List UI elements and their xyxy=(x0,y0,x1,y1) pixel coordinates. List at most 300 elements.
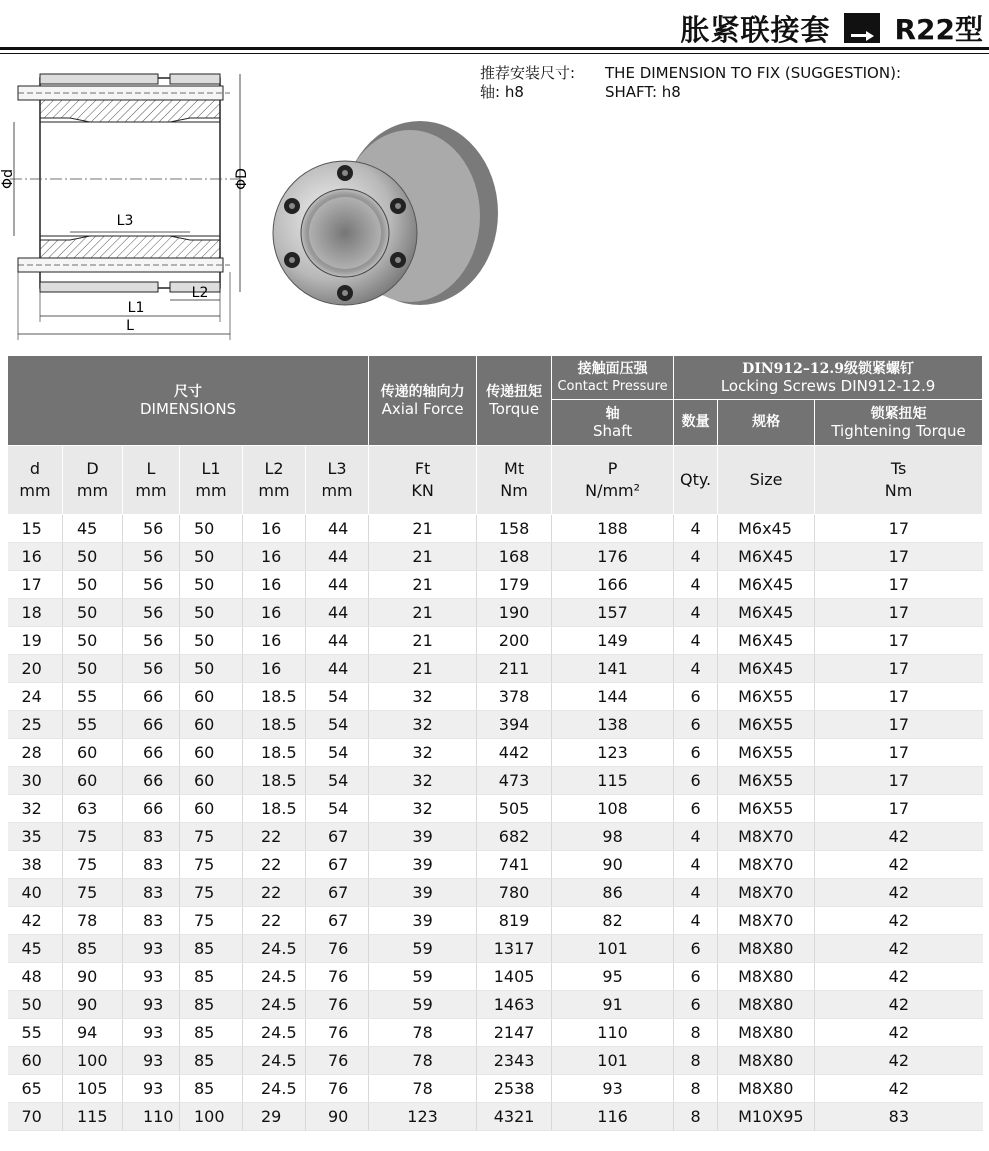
table-cell: 60 xyxy=(180,711,243,739)
page-header xyxy=(680,8,983,48)
table-cell: 25 xyxy=(8,711,63,739)
table-cell: 54 xyxy=(306,739,369,767)
table-cell: 86 xyxy=(552,879,674,907)
table-cell: 66 xyxy=(123,711,180,739)
table-cell: M6X55 xyxy=(718,739,815,767)
table-cell: 16 xyxy=(8,543,63,571)
table-cell: 32 xyxy=(369,795,477,823)
product-photo xyxy=(270,118,500,333)
table-cell: 211 xyxy=(477,655,552,683)
model-label: R22型 xyxy=(894,13,983,46)
table-cell: 24.5 xyxy=(243,1075,306,1103)
table-cell: 76 xyxy=(306,1075,369,1103)
spec-table xyxy=(7,355,983,1131)
unit-symbol: L1 xyxy=(201,459,221,478)
table-cell: 1317 xyxy=(477,935,552,963)
table-cell: 42 xyxy=(815,879,983,907)
table-cell: 21 xyxy=(369,571,477,599)
table-cell: 28 xyxy=(8,739,63,767)
table-cell: 116 xyxy=(552,1103,674,1131)
table-cell: 24.5 xyxy=(243,1019,306,1047)
table-cell: 45 xyxy=(63,515,123,543)
table-cell: 39 xyxy=(369,879,477,907)
table-cell: 67 xyxy=(306,879,369,907)
table-cell: 63 xyxy=(63,795,123,823)
units-row xyxy=(8,446,983,515)
table-cell: 54 xyxy=(306,795,369,823)
table-cell: 66 xyxy=(123,795,180,823)
unit-header-cell xyxy=(306,446,369,515)
unit-header-cell xyxy=(8,446,63,515)
table-row xyxy=(8,851,983,879)
table-cell: 50 xyxy=(180,655,243,683)
table-row xyxy=(8,599,983,627)
unit-header-cell xyxy=(718,446,815,515)
table-cell: 50 xyxy=(180,515,243,543)
table-cell: 42 xyxy=(815,935,983,963)
table-cell: 59 xyxy=(369,991,477,1019)
table-cell: M8X70 xyxy=(718,907,815,935)
table-cell: 67 xyxy=(306,907,369,935)
table-cell: 4 xyxy=(674,627,718,655)
table-cell: 60 xyxy=(180,683,243,711)
header-size: 规格 xyxy=(718,400,815,446)
table-cell: M6X45 xyxy=(718,655,815,683)
table-cell: 91 xyxy=(552,991,674,1019)
table-cell: 56 xyxy=(123,515,180,543)
table-cell: 93 xyxy=(123,935,180,963)
table-cell: 42 xyxy=(815,1075,983,1103)
table-row xyxy=(8,823,983,851)
table-cell: 56 xyxy=(123,543,180,571)
table-cell: 17 xyxy=(815,571,983,599)
table-cell: 18 xyxy=(8,599,63,627)
table-cell: 819 xyxy=(477,907,552,935)
table-cell: 1463 xyxy=(477,991,552,1019)
table-cell: 8 xyxy=(674,1019,718,1047)
spec-table-body xyxy=(8,515,983,1131)
page-title: 胀紧联接套 xyxy=(680,12,831,47)
table-cell: 6 xyxy=(674,767,718,795)
table-cell: 44 xyxy=(306,655,369,683)
unit-label: KN xyxy=(411,481,434,500)
table-cell: 78 xyxy=(369,1019,477,1047)
table-cell: 83 xyxy=(815,1103,983,1131)
table-cell: 17 xyxy=(815,683,983,711)
table-cell: 16 xyxy=(243,655,306,683)
table-cell: 60 xyxy=(63,739,123,767)
table-cell: 39 xyxy=(369,851,477,879)
table-cell: 50 xyxy=(63,543,123,571)
table-cell: 21 xyxy=(369,627,477,655)
table-cell: 95 xyxy=(552,963,674,991)
unit-header-cell xyxy=(63,446,123,515)
table-cell: 55 xyxy=(63,711,123,739)
table-cell: 75 xyxy=(63,823,123,851)
table-cell: 42 xyxy=(815,907,983,935)
unit-header-cell xyxy=(815,446,983,515)
unit-symbol: D xyxy=(86,459,99,478)
table-cell: 2147 xyxy=(477,1019,552,1047)
table-cell: 55 xyxy=(63,683,123,711)
table-cell: 85 xyxy=(180,1019,243,1047)
table-cell: 56 xyxy=(123,599,180,627)
header-dimensions: 尺寸 DIMENSIONS xyxy=(8,356,369,446)
table-cell: 93 xyxy=(123,991,180,1019)
table-cell: 56 xyxy=(123,571,180,599)
table-cell: 24 xyxy=(8,683,63,711)
table-cell: 6 xyxy=(674,935,718,963)
table-cell: 166 xyxy=(552,571,674,599)
table-row xyxy=(8,683,983,711)
table-cell: 55 xyxy=(8,1019,63,1047)
table-cell: 22 xyxy=(243,907,306,935)
table-cell: 54 xyxy=(306,683,369,711)
unit-header-cell xyxy=(552,446,674,515)
table-cell: 93 xyxy=(552,1075,674,1103)
table-row xyxy=(8,515,983,543)
table-cell: 17 xyxy=(815,599,983,627)
table-cell: 66 xyxy=(123,683,180,711)
table-cell: 179 xyxy=(477,571,552,599)
table-cell: 76 xyxy=(306,935,369,963)
table-cell: 59 xyxy=(369,935,477,963)
table-cell: 8 xyxy=(674,1075,718,1103)
table-cell: 70 xyxy=(8,1103,63,1131)
table-cell: 83 xyxy=(123,879,180,907)
table-cell: 44 xyxy=(306,515,369,543)
table-cell: 4 xyxy=(674,571,718,599)
table-cell: 50 xyxy=(180,543,243,571)
unit-header-cell xyxy=(674,446,718,515)
table-cell: 4 xyxy=(674,907,718,935)
table-cell: 115 xyxy=(63,1103,123,1131)
table-row xyxy=(8,571,983,599)
table-cell: 21 xyxy=(369,655,477,683)
table-cell: 78 xyxy=(369,1047,477,1075)
table-cell: 82 xyxy=(552,907,674,935)
table-cell: 56 xyxy=(123,627,180,655)
table-cell: 101 xyxy=(552,935,674,963)
table-cell: M8X80 xyxy=(718,963,815,991)
table-cell: 76 xyxy=(306,1019,369,1047)
unit-symbol: Qty. xyxy=(680,470,712,489)
table-cell: 76 xyxy=(306,963,369,991)
unit-header-cell xyxy=(369,446,477,515)
unit-label: Nm xyxy=(500,481,528,500)
table-cell: 90 xyxy=(63,991,123,1019)
table-cell: 44 xyxy=(306,599,369,627)
table-cell: 32 xyxy=(369,683,477,711)
table-cell: 682 xyxy=(477,823,552,851)
table-cell: M8X80 xyxy=(718,935,815,963)
unit-label: mm xyxy=(135,481,167,500)
table-cell: 50 xyxy=(180,627,243,655)
table-cell: 8 xyxy=(674,1047,718,1075)
table-cell: 780 xyxy=(477,879,552,907)
header-axial-force: 传递的轴向力 Axial Force xyxy=(369,356,477,446)
table-cell: 17 xyxy=(8,571,63,599)
table-cell: 442 xyxy=(477,739,552,767)
table-row xyxy=(8,879,983,907)
table-cell: 6 xyxy=(674,963,718,991)
table-cell: 18.5 xyxy=(243,795,306,823)
table-row xyxy=(8,1103,983,1131)
table-cell: 67 xyxy=(306,823,369,851)
installation-note xyxy=(480,64,901,102)
header-rule-thin xyxy=(0,53,989,54)
table-cell: 54 xyxy=(306,767,369,795)
table-cell: 40 xyxy=(8,879,63,907)
header-locking-screws: DIN912–12.9级锁紧螺钉 Locking Screws DIN912-12.9 xyxy=(674,356,983,400)
unit-symbol: L3 xyxy=(327,459,347,478)
table-cell: 60 xyxy=(180,739,243,767)
table-cell: 19 xyxy=(8,627,63,655)
table-cell: 83 xyxy=(123,823,180,851)
table-cell: 60 xyxy=(63,767,123,795)
table-cell: 50 xyxy=(63,627,123,655)
table-cell: 18.5 xyxy=(243,739,306,767)
table-row xyxy=(8,543,983,571)
table-cell: M8X70 xyxy=(718,879,815,907)
table-cell: 85 xyxy=(180,935,243,963)
table-cell: 18.5 xyxy=(243,711,306,739)
table-cell: 1405 xyxy=(477,963,552,991)
table-cell: 138 xyxy=(552,711,674,739)
table-cell: 16 xyxy=(243,543,306,571)
table-cell: 48 xyxy=(8,963,63,991)
table-cell: 42 xyxy=(815,963,983,991)
table-cell: 42 xyxy=(815,851,983,879)
table-cell: 6 xyxy=(674,795,718,823)
table-cell: 141 xyxy=(552,655,674,683)
table-cell: 158 xyxy=(477,515,552,543)
table-cell: 93 xyxy=(123,1075,180,1103)
table-row xyxy=(8,991,983,1019)
table-cell: 42 xyxy=(8,907,63,935)
table-cell: 168 xyxy=(477,543,552,571)
table-cell: 100 xyxy=(63,1047,123,1075)
header-qty: 数量 xyxy=(674,400,718,446)
table-cell: 85 xyxy=(180,963,243,991)
table-cell: 123 xyxy=(552,739,674,767)
table-cell: 473 xyxy=(477,767,552,795)
unit-symbol: Ts xyxy=(890,459,907,478)
table-cell: 378 xyxy=(477,683,552,711)
table-cell: 75 xyxy=(63,879,123,907)
table-cell: M6X45 xyxy=(718,627,815,655)
table-cell: 94 xyxy=(63,1019,123,1047)
table-cell: 105 xyxy=(63,1075,123,1103)
L2-label: L2 xyxy=(191,285,209,301)
table-cell: 45 xyxy=(8,935,63,963)
table-cell: 200 xyxy=(477,627,552,655)
table-cell: 75 xyxy=(180,851,243,879)
table-cell: 18.5 xyxy=(243,683,306,711)
table-cell: 24.5 xyxy=(243,963,306,991)
table-cell: 8 xyxy=(674,1103,718,1131)
table-cell: 22 xyxy=(243,851,306,879)
table-cell: 42 xyxy=(815,1047,983,1075)
phi-d-label: Φd xyxy=(0,169,16,189)
table-row xyxy=(8,767,983,795)
table-cell: 44 xyxy=(306,627,369,655)
table-cell: 78 xyxy=(63,907,123,935)
table-cell: 75 xyxy=(180,907,243,935)
table-cell: 6 xyxy=(674,991,718,1019)
table-cell: 101 xyxy=(552,1047,674,1075)
table-cell: 93 xyxy=(123,1019,180,1047)
table-cell: 67 xyxy=(306,851,369,879)
unit-label: mm xyxy=(76,481,109,500)
header-tightening-torque: 锁紧扭矩 Tightening Torque xyxy=(815,400,983,446)
table-cell: 149 xyxy=(552,627,674,655)
table-cell: 78 xyxy=(369,1075,477,1103)
table-row xyxy=(8,907,983,935)
table-row xyxy=(8,963,983,991)
table-cell: 44 xyxy=(306,543,369,571)
table-cell: 42 xyxy=(815,991,983,1019)
table-cell: 32 xyxy=(369,767,477,795)
table-cell: 4 xyxy=(674,543,718,571)
table-cell: 76 xyxy=(306,1047,369,1075)
table-cell: 157 xyxy=(552,599,674,627)
table-cell: 22 xyxy=(243,823,306,851)
table-cell: 2538 xyxy=(477,1075,552,1103)
table-row xyxy=(8,1047,983,1075)
shaft-tolerance-en: SHAFT: h8 xyxy=(605,83,681,101)
table-cell: 24.5 xyxy=(243,1047,306,1075)
table-cell: 44 xyxy=(306,571,369,599)
table-cell: 741 xyxy=(477,851,552,879)
table-cell: 50 xyxy=(63,571,123,599)
unit-symbol: d xyxy=(29,459,41,478)
unit-label: N/mm² xyxy=(585,481,641,500)
table-cell: 16 xyxy=(243,627,306,655)
table-cell: 4 xyxy=(674,515,718,543)
table-cell: 18.5 xyxy=(243,767,306,795)
table-cell: M8X80 xyxy=(718,991,815,1019)
table-cell: 85 xyxy=(180,991,243,1019)
table-cell: 35 xyxy=(8,823,63,851)
table-cell: M6X55 xyxy=(718,683,815,711)
table-cell: 42 xyxy=(815,1019,983,1047)
table-cell: M6X55 xyxy=(718,767,815,795)
table-cell: 83 xyxy=(123,907,180,935)
table-cell: 22 xyxy=(243,879,306,907)
table-cell: 50 xyxy=(63,599,123,627)
table-cell: M6X55 xyxy=(718,711,815,739)
table-cell: 17 xyxy=(815,795,983,823)
table-cell: 93 xyxy=(123,963,180,991)
table-cell: M6X45 xyxy=(718,571,815,599)
table-cell: 50 xyxy=(8,991,63,1019)
table-cell: 66 xyxy=(123,739,180,767)
table-cell: 90 xyxy=(306,1103,369,1131)
table-cell: 76 xyxy=(306,991,369,1019)
table-cell: 32 xyxy=(8,795,63,823)
table-cell: M8X70 xyxy=(718,851,815,879)
table-cell: 32 xyxy=(369,739,477,767)
table-cell: 60 xyxy=(180,795,243,823)
table-cell: 6 xyxy=(674,683,718,711)
table-cell: 90 xyxy=(552,851,674,879)
table-cell: 110 xyxy=(552,1019,674,1047)
table-cell: 17 xyxy=(815,627,983,655)
table-cell: 17 xyxy=(815,767,983,795)
install-label-cn: 推荐安装尺寸: xyxy=(480,64,576,82)
table-cell: 60 xyxy=(180,767,243,795)
table-cell: M10X95 xyxy=(718,1103,815,1131)
table-cell: 505 xyxy=(477,795,552,823)
cross-section-drawing xyxy=(0,60,260,350)
table-cell: 108 xyxy=(552,795,674,823)
table-cell: 83 xyxy=(123,851,180,879)
table-cell: 17 xyxy=(815,711,983,739)
table-row xyxy=(8,1075,983,1103)
header-contact-pressure: 接触面压强 Contact Pressure xyxy=(552,356,674,400)
table-cell: 15 xyxy=(8,515,63,543)
table-cell: 2343 xyxy=(477,1047,552,1075)
table-cell: M6x45 xyxy=(718,515,815,543)
table-cell: 66 xyxy=(123,767,180,795)
L1-label: L1 xyxy=(127,300,145,316)
table-row xyxy=(8,655,983,683)
table-cell: 39 xyxy=(369,823,477,851)
table-cell: 65 xyxy=(8,1075,63,1103)
table-cell: M8X80 xyxy=(718,1019,815,1047)
table-row xyxy=(8,627,983,655)
table-row xyxy=(8,1019,983,1047)
table-cell: 90 xyxy=(63,963,123,991)
table-cell: 21 xyxy=(369,515,477,543)
table-cell: M6X45 xyxy=(718,599,815,627)
table-cell: M8X70 xyxy=(718,823,815,851)
unit-symbol: Ft xyxy=(414,459,431,478)
header-rule xyxy=(0,47,989,50)
table-cell: 24.5 xyxy=(243,991,306,1019)
table-cell: 50 xyxy=(180,599,243,627)
table-cell: 29 xyxy=(243,1103,306,1131)
table-cell: 54 xyxy=(306,711,369,739)
header-shaft: 轴 Shaft xyxy=(552,400,674,446)
unit-symbol: Mt xyxy=(504,459,525,478)
shaft-tolerance-cn: 轴: h8 xyxy=(480,83,524,101)
table-row xyxy=(8,711,983,739)
table-cell: 4 xyxy=(674,599,718,627)
table-cell: 110 xyxy=(123,1103,180,1131)
table-cell: 4 xyxy=(674,851,718,879)
table-cell: 93 xyxy=(123,1047,180,1075)
unit-label: Nm xyxy=(884,481,913,500)
L-label: L xyxy=(126,318,134,334)
table-cell: 4321 xyxy=(477,1103,552,1131)
table-cell: 17 xyxy=(815,515,983,543)
table-cell: 85 xyxy=(63,935,123,963)
table-row xyxy=(8,935,983,963)
phi-D-label: ΦD xyxy=(234,168,250,190)
table-cell: 60 xyxy=(8,1047,63,1075)
table-cell: M6X55 xyxy=(718,795,815,823)
table-cell: 190 xyxy=(477,599,552,627)
table-cell: 21 xyxy=(369,599,477,627)
table-cell: 50 xyxy=(63,655,123,683)
table-cell: 16 xyxy=(243,571,306,599)
unit-label: mm xyxy=(321,481,353,500)
table-cell: 85 xyxy=(180,1047,243,1075)
table-cell: 98 xyxy=(552,823,674,851)
table-cell: 50 xyxy=(180,571,243,599)
